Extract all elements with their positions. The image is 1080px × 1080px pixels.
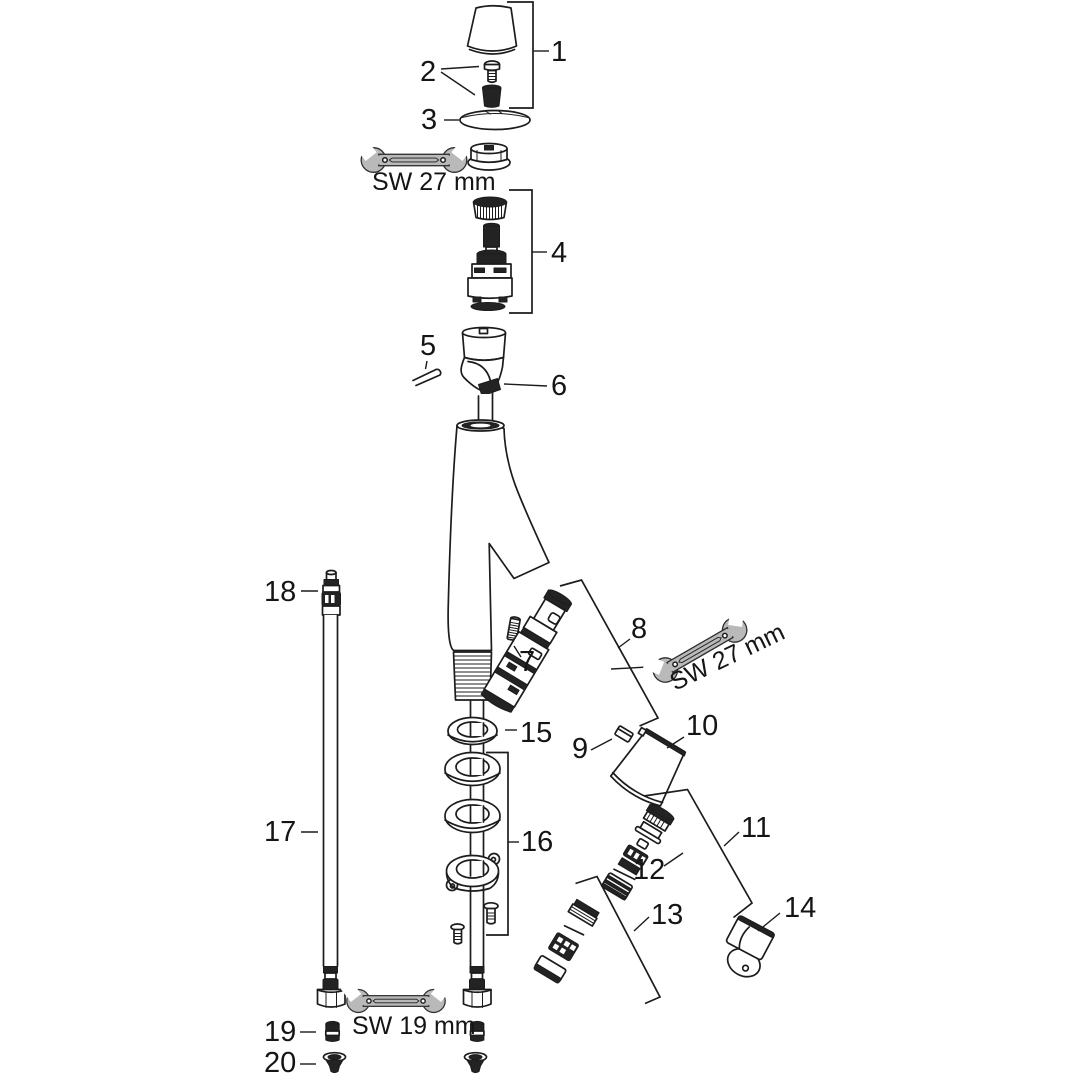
part-20-sealing-cone bbox=[324, 1053, 487, 1073]
part-1-handle-assembly bbox=[468, 6, 517, 54]
callout-6: 6 bbox=[551, 370, 568, 402]
mounting-nut bbox=[468, 144, 510, 171]
callout-1: 1 bbox=[551, 36, 568, 68]
callout-8: 8 bbox=[631, 613, 648, 645]
hose-end-left bbox=[318, 967, 346, 1008]
part-13-aerator-insert-set bbox=[533, 899, 600, 984]
supply-hose bbox=[322, 571, 341, 967]
part-15-o-ring-washer bbox=[448, 718, 497, 745]
wrench-sw19-bottom bbox=[341, 982, 450, 1013]
callout-9: 9 bbox=[572, 733, 589, 765]
callout-14: 14 bbox=[784, 892, 817, 924]
part-2-screw-and-insert bbox=[482, 61, 501, 107]
callout-4: 4 bbox=[551, 237, 568, 269]
spout-head bbox=[461, 328, 505, 425]
bracket-8 bbox=[560, 580, 658, 726]
wrench-label-top: SW 27 mm bbox=[372, 168, 496, 196]
wrench-label-bottom: SW 19 mm bbox=[352, 1012, 476, 1040]
wrench-label-side: SW 27 mm bbox=[665, 617, 790, 697]
callout-16: 16 bbox=[521, 826, 554, 858]
callout-19: 19 bbox=[264, 1016, 297, 1048]
callout-5: 5 bbox=[420, 330, 437, 362]
callout-10: 10 bbox=[686, 710, 719, 742]
part-14-outlet-housing bbox=[715, 915, 778, 982]
part-5-retaining-clip bbox=[413, 369, 441, 385]
callout-11: 11 bbox=[741, 812, 772, 844]
callout-2: 2 bbox=[420, 56, 437, 88]
callout-18: 18 bbox=[264, 576, 297, 608]
callout-3: 3 bbox=[421, 104, 438, 136]
callout-13: 13 bbox=[651, 899, 684, 931]
callout-20: 20 bbox=[264, 1047, 297, 1079]
hose-end-right bbox=[464, 967, 492, 1008]
part-4-cartridge-assembly bbox=[468, 197, 512, 311]
callout-12: 12 bbox=[633, 854, 666, 886]
callout-17: 17 bbox=[264, 816, 297, 848]
part-3-cover-disc bbox=[460, 111, 530, 130]
part-9-seal-insert bbox=[615, 726, 634, 743]
callout-7: 7 bbox=[519, 646, 536, 678]
callout-15: 15 bbox=[520, 717, 553, 749]
